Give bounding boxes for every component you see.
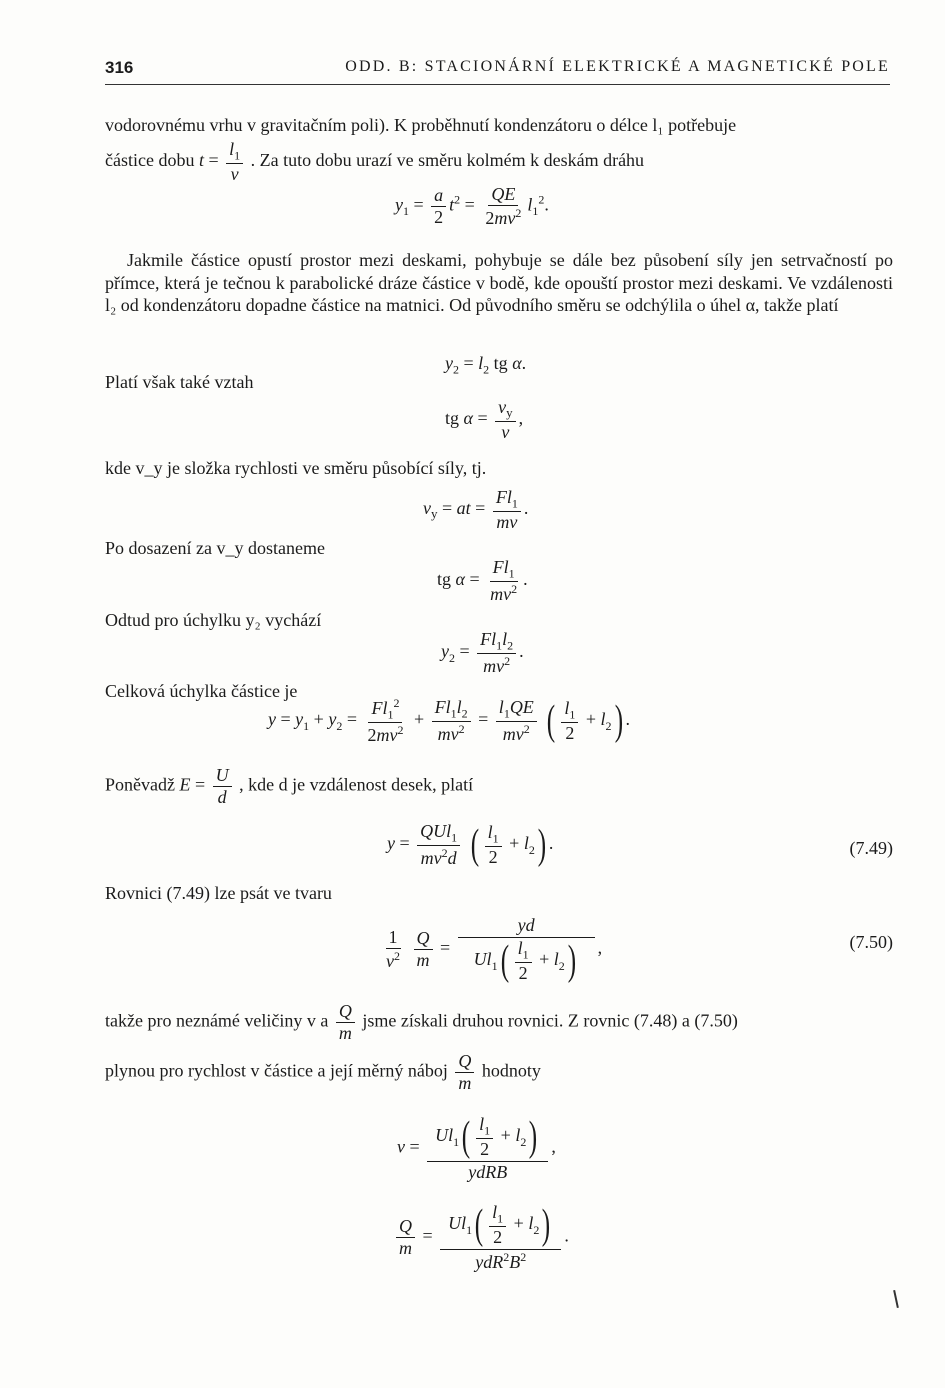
margin-mark [893, 1290, 899, 1308]
paragraph-8: Poněvadž E = $\frac{U}{d}$ , kde d je vzdálenost desek, platí [105, 765, 474, 807]
equation-tg-alpha-2: tg α = $\frac{Fl_1}{mv^2}$ . [437, 557, 528, 605]
p1-line2-end: . Za tuto dobu urazí ve směru kolmém k deskám dráhu [250, 150, 645, 171]
paragraph-4: kde v_y je složka rychlosti ve směru působící síly, tj. [105, 458, 487, 478]
p11-start: plynou pro rychlost v částice a její měrný náboj [105, 1060, 448, 1081]
p10-end: jsme získali druhou rovnici. Z rovnic (7.48) a (7.50) [362, 1010, 738, 1031]
paragraph-11: plynou pro rychlost v částice a její měrný náboj $\frac{Q}{m}$ hodnoty [105, 1051, 541, 1093]
equation-tg-alpha: tg α = $\frac{v_y}{v}$ , [445, 397, 524, 442]
equation-7-50: $\frac{1}{v^2}$ $\frac{Q}{m}$ = yd $Ul_1$( $\frac{l_1}{2}$ + $l_2$) , [386, 915, 603, 984]
paragraph-6: Odtud pro úchylku y₂ vychází [105, 610, 322, 630]
paragraph-5: Po dosazení za v_y dostaneme [105, 538, 325, 558]
p8-start: Poněvadž [105, 774, 175, 795]
page-header [105, 58, 890, 85]
paragraph-2: Jakmile částice opustí prostor mezi deskami, pohybuje se dále bez působení síly jen setrvačností po přímce, která je tečnou k parabolické dráze částice v bodě, kde opouští prostor mezi deskami. Ve vzdálenosti l₂ od kondenzátoru dopadne částice na matnici. Od původního směru se odchýlila o úhel α, takže platí [105, 250, 893, 315]
equation-y2: $y_2 = l_2$ tg α. [445, 353, 527, 377]
equation-vy: $v_y$ = at = $\frac{Fl_1}{mv}$ . [423, 487, 529, 533]
page-number: 316 [105, 58, 134, 77]
p1-line2-start: částice dobu [105, 150, 195, 171]
paragraph-9: Rovnici (7.49) lze psát ve tvaru [105, 883, 332, 903]
paragraph-3: Platí však také vztah [105, 372, 254, 392]
running-title: ODD. B: STACIONÁRNÍ ELEKTRICKÉ A MAGNETICKÉ POLE [345, 58, 890, 75]
paragraph-7: Celková úchylka částice je [105, 681, 298, 701]
equation-y1: $y_1$ = $\frac{a}{2}$ $t^2$ = $\frac{QE}{2mv^2}$ $l_1^2$. [395, 184, 549, 228]
p1-line1: vodorovnému vrhu v gravitačním poli). K proběhnutí kondenzátoru o délce l₁ potřebuje [105, 115, 737, 135]
equation-number-7-49: (7.49) [849, 838, 893, 858]
paragraph-10: takže pro neznámé veličiny v a $\frac{Q}{m}$ jsme získali druhou rovnici. Z rovnic (7.48) a (7.50) [105, 1001, 738, 1043]
equation-velocity: v = $Ul_1$( $\frac{l_1}{2}$ + $l_2$) ydRB , [397, 1114, 556, 1183]
p1-line2: částice dobu t = $\frac{l_1}{v}$ . Za tuto dobu urazí ve směru kolmém k deskám dráhu [105, 139, 645, 185]
equation-y2-full: $y_2$ = $\frac{Fl_1l_2}{mv^2}$ . [441, 629, 524, 677]
p11-end: hodnoty [481, 1060, 541, 1081]
equation-7-49: y = $\frac{QUl_1}{mv^2d}$ ( $\frac{l_1}{2}$ + $l_2$) . [387, 821, 554, 869]
p10-start: takže pro neznámé veličiny v a [105, 1010, 329, 1031]
p8-end: , kde d je vzdálenost desek, platí [239, 774, 474, 795]
equation-specific-charge: $\frac{Q}{m}$ = $Ul_1$( $\frac{l_1}{2}$ + $l_2$) $ydR^2B^2$ . [393, 1203, 569, 1272]
equation-number-7-50: (7.50) [849, 932, 893, 952]
equation-total-deflection: $y = y_1 + y_2$ = $\frac{Fl_1^2}{2mv^2}$ + $\frac{Fl_1l_2}{mv^2}$ = $\frac{l_1QE}{mv^2}$ ( $\frac{l_1}{2}$ + $l_2$) . [268, 696, 630, 746]
